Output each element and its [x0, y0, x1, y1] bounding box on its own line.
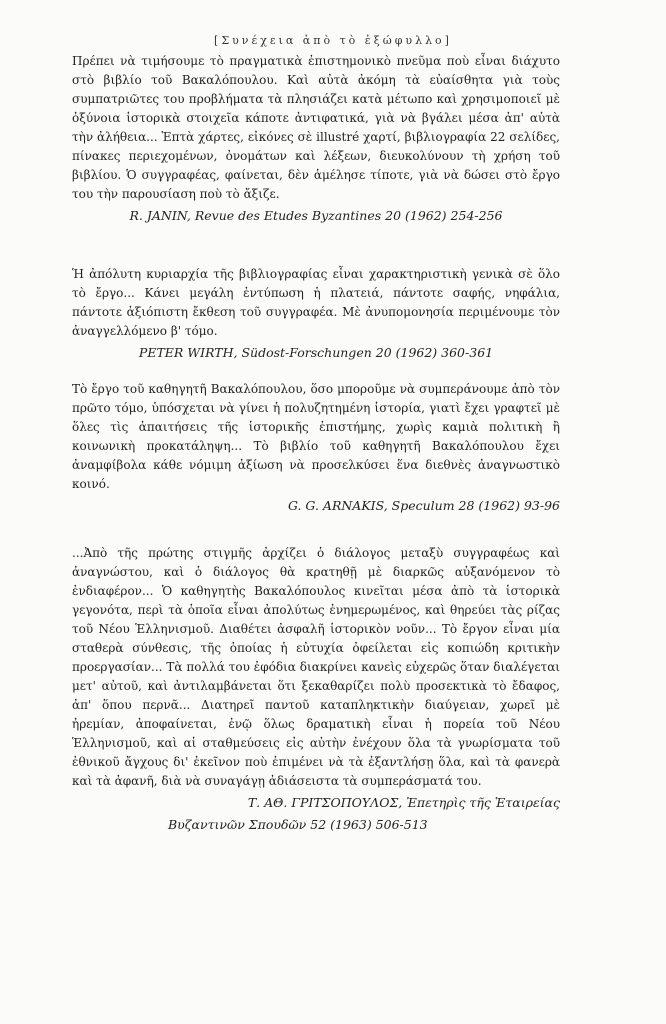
review-janin: [72, 52, 560, 226]
review-text: ...Ἀπὸ τῆς πρώτης στιγμῆς ἀρχίζει ὁ διάλογος μεταξὺ συγγραφέως καὶ ἀναγνώστου, καὶ ὁ διάλογος θὰ κρατηθῇ μὲ διαρκῶς αὐξανόμενον τὸ ἐνδιαφέρον... Ὁ καθηγητὴς Βακαλόπουλος κινεῖται μέσα ἀπὸ τὰ ἱστορικὰ γεγονότα, περὶ τὰ ὁποῖα εἶναι ἀπολύτως ἐνημερωμένος, καὶ θηρεύει τὰς ρίζας τοῦ Νέου Ἑλληνισμοῦ. Διαθέτει ἀσφαλῆ ἱστορικὸν νοῦν... Τὸ ἔργον εἶναι μία σταθερὰ σύνθεσις, τῆς ὁποίας ἡ εὐτυχία ὀφείλεται εἰς κοπιώδη κριτικὴν προεργασίαν... Τὰ πολλά του ἐφόδια διακρίνει κανεὶς εὐχερῶς ὅταν διαλέγεται μετ' αὐτοῦ, καὶ ἀντιλαμβάνεται ὅτι ξεκαθαρίζει πολὺ προσεκτικὰ τὸ ἔδαφος, ἀπ' ὅπου περνᾶ... Διατηρεῖ παντοῦ καταπληκτικὴν διαύγειαν, χωρεῖ μὲ ἠρεμίαν, ἀποφαίνεται, ἐνῷ ὅλως δραματικὴ εἶναι ἡ πορεία τοῦ Νέου Ἑλληνισμοῦ, καὶ αἱ σταθμεύσεις εἰς αὐτὴν ἐνέχουν ὅλα τὰ γνωρίσματα τοῦ ἐθνικοῦ ἄγχους δι' ἐκεῖνον ποὺ ἐπιμένει νὰ τὰ ἐξαντλήσῃ ὅλα, καὶ τὰ φανερὰ καὶ τὰ ἀφανῆ, διὰ νὰ συναγάγῃ ἀδιάσειστα τὰ συμπεράσματά του.: [72, 546, 560, 788]
review-text: Ἡ ἀπόλυτη κυριαρχία τῆς βιβλιογραφίας εἶναι χαρακτηριστικὴ γενικὰ σὲ ὅλο τὸ ἔργο... Κάνει μεγάλη ἐντύπωση ἡ πλατειά, πάντοτε σαφής, νηφάλια, πάντοτε ἀξιόπιστη ἔκθεση τοῦ συγγραφέα. Μὲ ἀνυπομονησία περιμένουμε τὸν ἀναγγελλόμενο β' τόμο.: [72, 267, 560, 338]
review-arnakis: [72, 380, 560, 516]
review-wirth: [72, 265, 560, 363]
review-citation: R. JANIN, Revue des Etudes Byzantines 20 (1962) 254-256: [129, 208, 503, 223]
review-citation: PETER WIRTH, Südost-Forschungen 20 (1962) 360-361: [138, 345, 494, 360]
page-header: [Συνέχεια ἀπὸ τὸ ἐξώφυλλο]: [214, 34, 452, 47]
review-text: Πρέπει νὰ τιμήσουμε τὸ πραγματικὰ ἐπιστημονικὸ πνεῦμα ποὺ εἶναι διάχυτο στὸ βιβλίο τοῦ Βακαλόπουλου. Καὶ αὐτὰ ἀκόμη τὰ εὐαίσθητα γιὰ τοὺς συμπατριῶτες του προβλήματα τὰ πλησιάζει κατὰ μέτωπο καὶ χρησιμοποιεῖ μὲ ὀξύνοια ἱστορικὰ στοιχεῖα κάποτε ἀντιφατικά, γιὰ νὰ βγάλει μέσα ἀπ' αὐτὰ τὴν ἀλήθεια... Ἑπτὰ χάρτες, εἰκόνες σὲ illustré χαρτί, βιβλιογραφία 22 σελίδες, πίνακες περιεχομένων, ὀνομάτων καὶ λέξεων, διευκολύνουν τὴ χρήση τοῦ βιβλίου. Ὁ συγγραφέας, φαίνεται, δὲν ἀμέλησε τίποτε, γιὰ νὰ δώσει στὸ ἔργο του τὴν παρουσίαση ποὺ τὸ ἄξιζε.: [72, 54, 560, 201]
review-citation-line1: Τ. ΑΘ. ΓΡΙΤΣΟΠΟΥΛΟΣ, Ἐπετηρὶς τῆς Ἑταιρείας: [247, 795, 560, 810]
review-citation-line2: Βυζαντινῶν Σπουδῶν 52 (1963) 506-513: [168, 817, 428, 832]
review-text: Τὸ ἔργο τοῦ καθηγητῆ Βακαλόπουλου, ὅσο μποροῦμε νὰ συμπεράνουμε ἀπὸ τὸν πρῶτο τόμο, ὑπόσχεται νὰ γίνει ἡ πολυζητημένη ἱστορία, γιατὶ ἔχει γραφτεῖ μὲ ὅλες τὶς ἀπαιτήσεις τῆς ἱστορικῆς ἐπιστήμης, χωρὶς καμιὰ πολιτικὴ ἢ κοινωνικὴ προκατάληψη... Τὸ βιβλίο τοῦ καθηγητῆ Βακαλόπουλου ἔχει ἀναμφίβολα κάθε νόμιμη ἀξίωση νὰ προσελκύσει ἕνα διεθνὲς ἀναγνωστικὸ κοινό.: [72, 382, 560, 491]
review-citation: G. G. ARNAKIS, Speculum 28 (1962) 93-96: [287, 498, 560, 513]
review-gritsopoulos: [72, 544, 560, 835]
